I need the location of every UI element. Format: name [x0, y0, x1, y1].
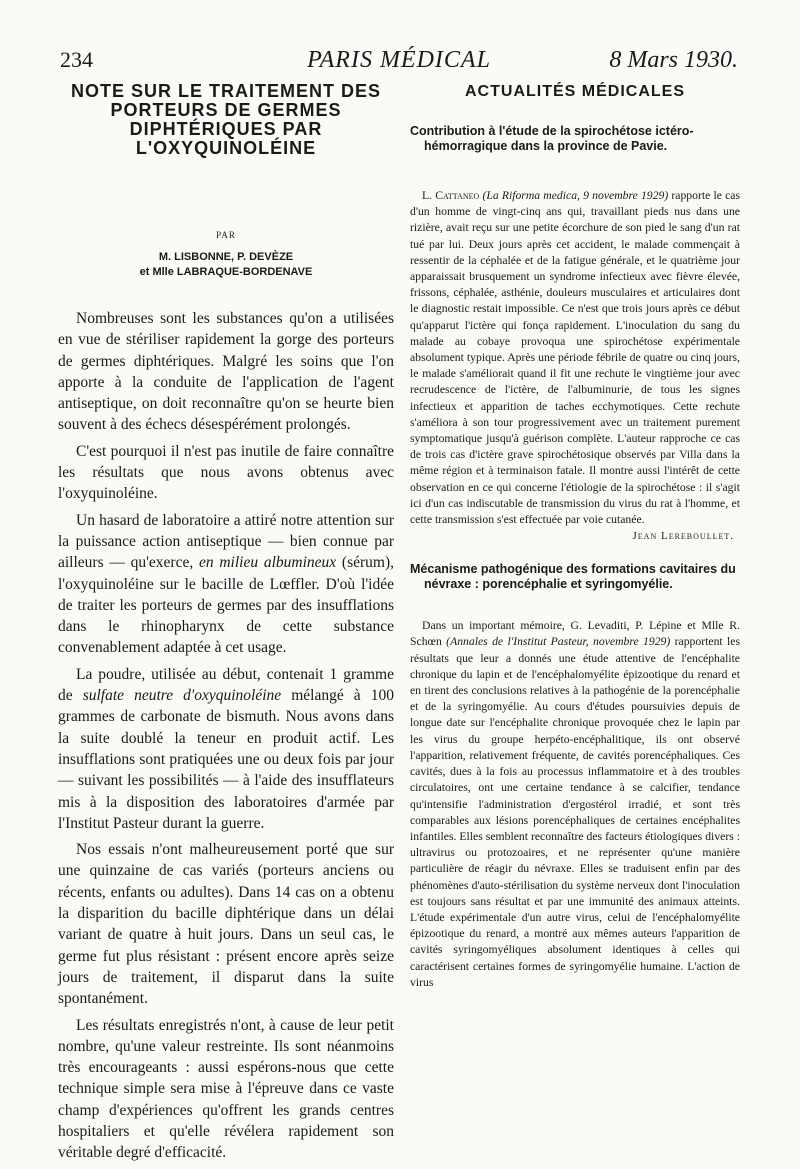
paragraph-5: Nos essais n'ont malheureusement porté que sur une quinzaine de cas variés (porteurs anciens ou récents, enfants ou adultes). Dans 14 cas on a obtenu la disparition du bacille diphtérique dans un délai variant de quatre à huit jours. Dans un seul cas, le germe fut plus résistant : présent encore après seize jours de traitement, il disparut dans la suite spontanément. — [58, 841, 394, 1008]
emphasis-sulfate: sulfate neutre d'oxyquinoléine — [82, 687, 282, 705]
paragraph-6: Les résultats enregistrés n'ont, à cause de leur petit nombre, qu'une valeur restreinte. Ils sont néanmoins très encourageants : aussi espérons-nous que cette technique simple sera mise à l'épreuve dans ce vaste champ d'expériences qu'offrent les grands centres hospitaliers et qu'elle révélera rapidement son véritable degré d'efficacité. — [58, 1016, 394, 1162]
page-number: 234 — [60, 47, 93, 72]
item-1-body — [410, 188, 740, 542]
journal-title: PARIS MÉDICAL — [307, 47, 491, 73]
item-2-title: Mécanisme pathogénique des formations cavitaires du névraxe : porencéphalie et syringomyélie. — [410, 562, 736, 592]
section-rubric: ACTUALITÉS MÉDICALES — [465, 83, 685, 100]
paragraph-2: C'est pourquoi il n'est pas inutile de faire connaître les résultats que nous avons obtenus avec l'oxyquinoléine. — [58, 442, 394, 503]
issue-date: 8 Mars 1930. — [609, 47, 738, 73]
authors-line-2: et Mlle LABRAQUE-BORDENAVE — [139, 266, 313, 278]
paragraph-3: Un hasard de laboratoire a attiré notre attention sur la puissance action antiseptique — bien connue par ailleurs — qu'exerce, en milieu albumineux (sérum), l'oxyquinoléine sur le bacille de Lœffler. D'où l'idée de traiter les porteurs de germes par des insufflations dans le rhinopharynx de cette substance convenablement adaptée à cet usage. — [58, 511, 394, 657]
item-2-body — [410, 618, 740, 991]
paragraph-4: La poudre, utilisée au début, contenait 1 gramme de sulfate neutre d'oxyquinoléine mélangé à 100 grammes de carbonate de bismuth. Nous avons dans la suite doublé la teneur en produit actif. Les insufflations sont pratiquées une ou deux fois par jour — suivant les possibilités — à l'aide des insufflateurs mis à la disposition des laboratoires d'armée par l'Institut Pasteur durant la guerre. — [58, 665, 394, 832]
article-title: NOTE SUR LE TRAITEMENT DES PORTEURS DE GERMES DIPHTÉRIQUES PAR L'OXYQUINOLÉINE — [70, 81, 381, 158]
article-authors — [58, 250, 394, 280]
running-head — [60, 42, 738, 78]
item-1-title: Contribution à l'étude de la spirochétose ictéro-hémorragique dans la province de Pavie. — [410, 124, 694, 153]
left-column — [58, 82, 394, 1169]
item-1-text: L. Cattaneo (La Riforma medica, 9 novembre 1929) rapporte le cas d'un homme de vingt-cinq ans qui, travaillant pieds nus dans une rizière, avait reçu sur une petite écorchure de son pied le sang d'un rat tué par lui. Deux jours après cet accident, le malade commençait à ressentir de la céphalée et de la fatigue générale, et le quatrième jour apparaissait brusquement un syndrome infectieux avec fièvre élevée, frissons, céphalée, asthénie, douleurs musculaires et articulaires dont le diagnostic restait impossible. Ce n'est que trois jours après ce début qu'apparut l'ictère qui fonça rapidement. L'inoculation du sang du malade au cobaye provoqua une spirochétose expérimentale absolument typique. Après une période fébrile de quatre ou cinq jours, le malade s'améliorait quand il fit une rechute le vingtième jour avec recrudescence de l'ictère, de l'albuminurie, de tous les signes infectieux et apparition de taches ecchymotiques. Cette rechute s'améliora à son tour progressivement avec un traitement purement symptomatique jusqu'à guérison complète. L'auteur rapproche ce cas de trois cas d'ictère grave spirochétosique observés par Villa dans la même région et à terminaison fatale. Il montre aussi l'intérêt de cette observation en ce qui concerne l'étiologie de la spirochétose : il s'agit ici d'un cas indiscutable de transmission du virus du rat à l'homme, et cette transmission s'est effectuée par voie cutanée. — [410, 189, 740, 527]
emphasis-milieu-albumineux: en milieu albumineux — [198, 554, 337, 572]
article-body — [58, 308, 394, 1164]
paragraph-1: Nombreuses sont les substances qu'on a utilisées en vue de stériliser rapidement la gorge des porteurs de germes diphtériques. Malgré les soins que l'on apporte à la conduite de l'application de l'agent antiseptique, on doit reconnaître qu'on se heurte bien souvent à des échecs désespérément prolongés. — [58, 310, 394, 434]
authors-line-1: M. LISBONNE, P. DEVÈZE — [158, 251, 294, 263]
item-2-text: Dans un important mémoire, G. Levaditi, P. Lépine et Mlle R. Schœn (Annales de l'Institut Pasteur, novembre 1929) rapportent les résultats que leur a donnés une étude attentive de l'encéphalite chronique du lapin et de l'encéphalomyélite épizootique du renard et en tirent des conclusions relatives à la pathogénie de la porencéphalie et de la syringomyélie. Au cours d'études poursuivies depuis de longue date sur l'encéphalite chronique provoquée chez le lapin par les virus du groupe herpéto-encéphalitique, ils ont observé l'apparition, relativement fréquente, de cavités porencéphaliques. Ces cavités, dues à la fois au processus inflammatoire et à des troubles circulatoires, ont une certaine tendance à se calcifier, tendance qu'intensifie l'administration d'ergostérol irradié, et sont très comparables aux lésions porencéphaliques de certaines encéphalites infantiles. Elles semblent reconnaître des facteurs étiologiques divers : ultravirus ou protozoaires, et ne représenter qu'une manière particulière de réagir du névraxe. Elles se traduisent enfin par des phénomènes d'auto-stérilisation du système nerveux dont l'inoculation est toujours sans résultat et par une immunité des animaux atteints. L'étude expérimentale d'un autre virus, celui de l'encéphalomyélite épizootique du renard, a montré aux mêmes auteurs l'apparition de cavités syringomyéliques absolument identiques à celles qui caractérisent certaines formes de syringomyélie humaine. L'action de virus — [410, 619, 740, 989]
item-1-signature: Jean Lereboullet. — [632, 530, 734, 543]
item-1-author: L. Cattaneo — [422, 189, 480, 202]
item-2-source: (Annales de l'Institut Pasteur, novembre 1929) — [446, 635, 671, 649]
byline-par: PAR — [216, 230, 236, 240]
right-column — [410, 82, 740, 991]
item-1-source: (La Riforma medica, 9 novembre 1929) — [482, 189, 669, 202]
